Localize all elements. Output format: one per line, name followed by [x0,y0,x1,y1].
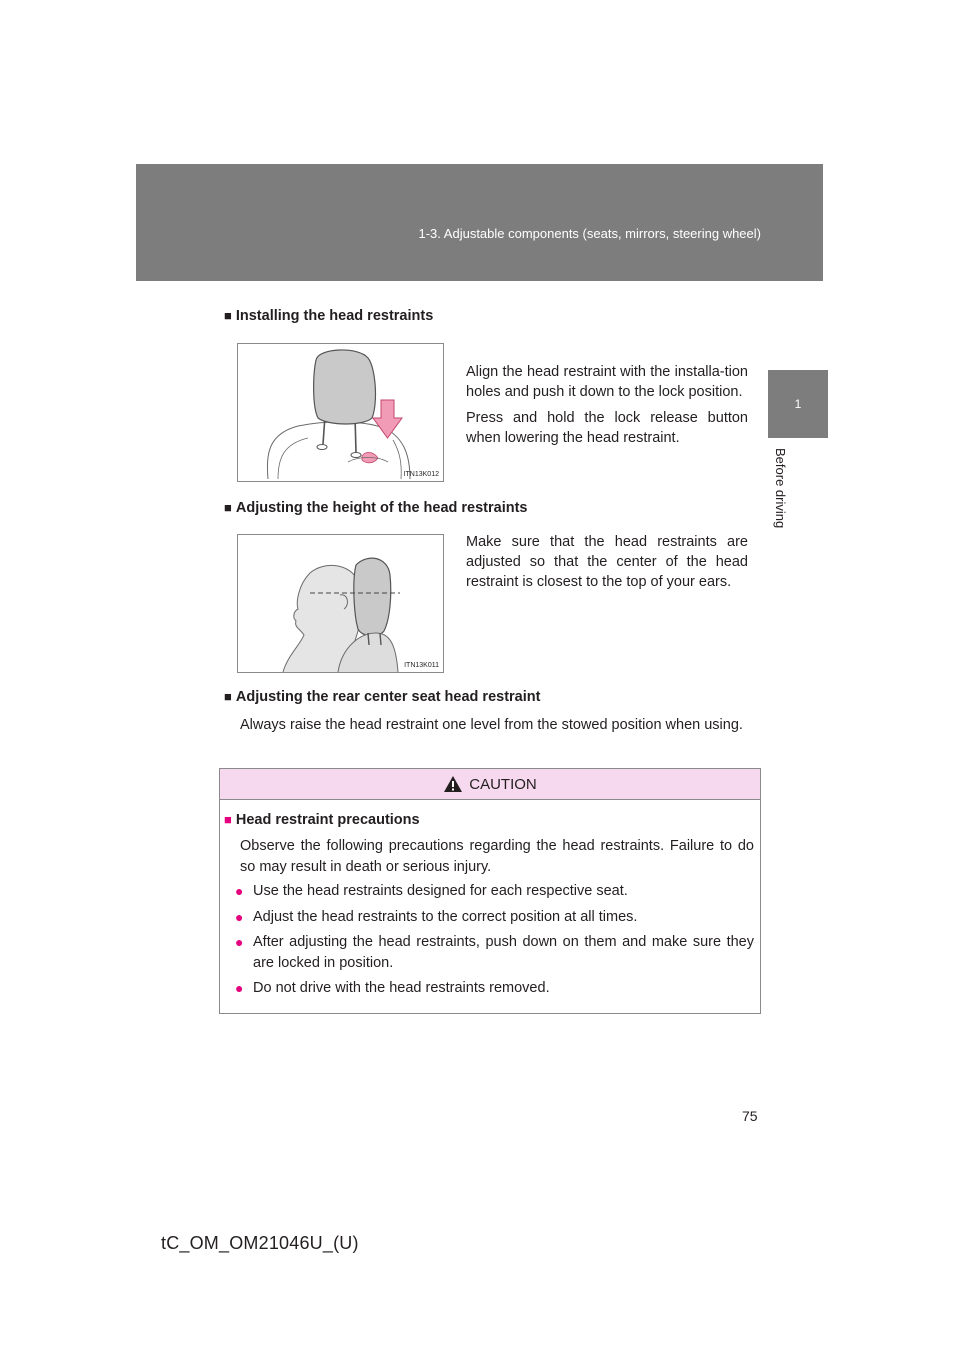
warning-triangle-icon [443,775,463,793]
square-bullet-icon: ■ [224,308,232,323]
square-bullet-icon: ■ [224,500,232,515]
height-paragraph-1: Make sure that the head restraints are adjusted so that the center of the head restraint is closest to the top of your ears. [466,534,748,590]
head-height-illustration [238,535,443,672]
caution-bullet: ● After adjusting the head restraints, push down on them and make sure they are locked in position. [235,934,754,971]
page-number: 75 [742,1108,758,1124]
circle-bullet-icon: ● [235,934,244,950]
figure-install-head-restraint [237,343,444,482]
figure-code: ITN13K012 [403,471,439,478]
caution-intro: Observe the following precautions regarding the head restraints. Failure to do so may result in death or serious injury. [240,838,754,875]
head-restraint-install-illustration [238,344,443,481]
breadcrumb: 1-3. Adjustable components (seats, mirrors, steering wheel) [418,226,761,241]
caution-box [219,768,761,1014]
install-paragraph-2: Press and hold the lock release button when lowering the head restraint. [466,410,748,446]
install-instructions [466,362,748,454]
figure-code: ITN13K011 [404,662,439,669]
header-band [136,164,823,281]
caution-header [220,769,760,800]
square-bullet-icon: ■ [224,812,232,827]
caution-label: CAUTION [469,775,537,793]
height-instructions [466,532,748,598]
circle-bullet-icon: ● [235,909,244,925]
figure-height-adjustment [237,534,444,673]
chapter-tab: 1 [768,370,828,438]
circle-bullet-icon: ● [235,883,244,899]
section-heading-height: ■ Adjusting the height of the head restraints [224,500,528,516]
chapter-label: Before driving [773,448,788,529]
section-heading-installing: ■ Installing the head restraints [224,308,434,324]
rear-center-paragraph: Always raise the head restraint one level from the stowed position when using. [240,717,743,733]
caution-bullet: ● Do not drive with the head restraints removed. [235,978,754,999]
caution-bullet: ● Adjust the head restraints to the correct position at all times. [235,907,754,928]
section-heading-rear-center: ■ Adjusting the rear center seat head restraint [224,689,541,705]
caution-title: ■ Head restraint precautions [224,812,420,828]
caution-bullet: ● Use the head restraints designed for each respective seat. [235,881,754,902]
circle-bullet-icon: ● [235,980,244,996]
square-bullet-icon: ■ [224,689,232,704]
install-paragraph-1: Align the head restraint with the installa-tion holes and push it down to the lock position. [466,364,748,400]
document-code: tC_OM_OM21046U_(U) [161,1233,359,1253]
